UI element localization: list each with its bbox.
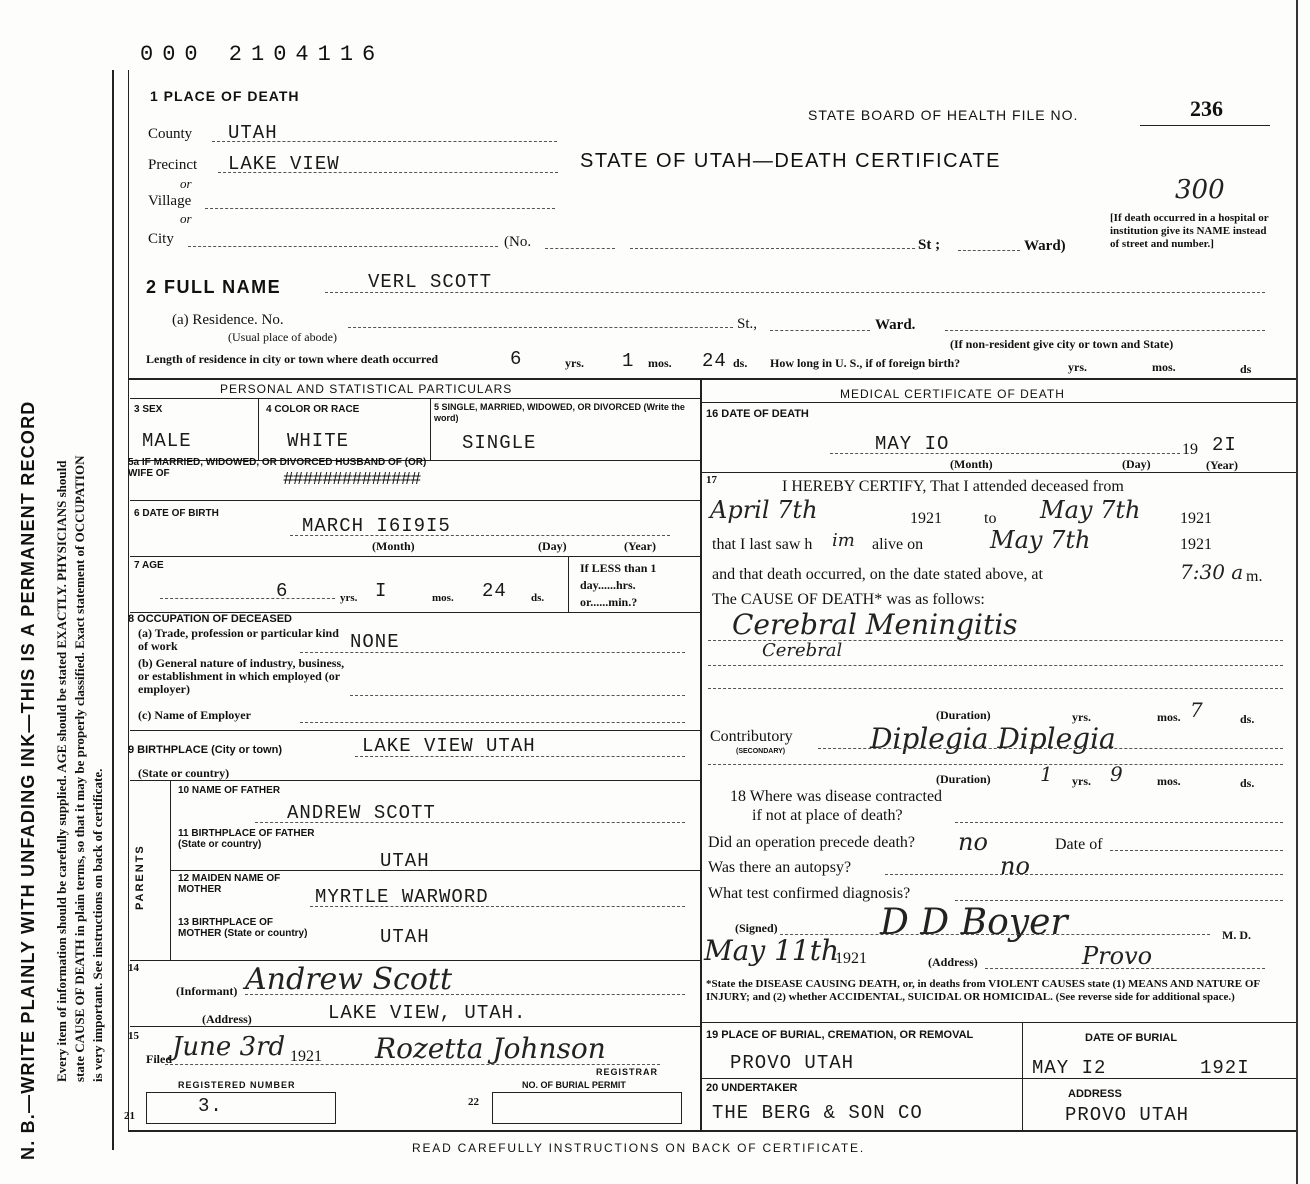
foreign-ds: ds <box>1240 362 1252 376</box>
mother-name-value: MYRTLE WARWORD <box>315 886 489 908</box>
operation-label: Did an operation precede death? <box>708 834 916 851</box>
cause-secondary-note: Cerebral <box>762 640 843 661</box>
personal-heading: PERSONAL AND STATISTICAL PARTICULARS <box>220 382 513 396</box>
birthplace-value: LAKE VIEW UTAH <box>362 735 536 757</box>
non-resident-note: (If non-resident give city or town and State) <box>950 337 1174 351</box>
death-time-suffix: m. <box>1246 568 1263 585</box>
length-residence-label: Length of residence in city or town where death occurred <box>146 352 439 366</box>
dod-year-caption: (Year) <box>1206 458 1238 472</box>
marital-label: 5 SINGLE, MARRIED, WIDOWED, OR DIVORCED (Write the word) <box>434 402 685 423</box>
county-value: UTAH <box>228 122 278 144</box>
date-of-death-year: 2I <box>1212 434 1237 456</box>
dod-day-caption: (Day) <box>1122 457 1151 471</box>
foreign-mos: mos. <box>1152 360 1176 374</box>
informant-number: 14 <box>128 962 139 974</box>
margin-permanent-record: N. B.—WRITE PLAINLY WITH UNFADING INK—THIS IS A PERMANENT RECORD <box>18 400 38 1160</box>
margin-instruction-1: Every item of information should be carefully supplied. AGE should be stated EXACTLY. PHYSICIANS should <box>54 460 69 1082</box>
registrar-label: REGISTRAR <box>596 1067 659 1077</box>
spouse-value-redacted: ############## <box>283 470 421 490</box>
foreign-birth-label: How long in U. S., if of foreign birth? <box>770 356 961 370</box>
dob-year-caption: (Year) <box>624 539 656 553</box>
duration-2-ds: ds. <box>1240 776 1255 790</box>
date-of-death-year-prefix: 19 <box>1182 441 1198 458</box>
last-saw-pronoun: im <box>832 530 855 551</box>
field-21-number: 21 <box>124 1110 135 1122</box>
registered-number-label: REGISTERED NUMBER <box>178 1080 296 1090</box>
alive-on-date: May 7th <box>990 526 1091 554</box>
informant-label: (Informant) <box>176 984 238 998</box>
file-number-alt: 300 <box>1175 175 1225 205</box>
death-occurred-label: and that death occurred, on the date stated above, at <box>712 566 1043 583</box>
duration-1-yrs: yrs. <box>1072 710 1091 724</box>
operation-answer: no <box>958 828 988 856</box>
place-of-death-heading: 1 PLACE OF DEATH <box>150 88 300 104</box>
q18-line-2: if not at place of death? <box>752 807 903 824</box>
foreign-yrs: yrs. <box>1068 360 1087 374</box>
dod-month-caption: (Month) <box>950 457 993 471</box>
dob-value: MARCH I6I9I5 <box>302 515 451 537</box>
duration-1-ds: ds. <box>1240 712 1255 726</box>
file-label: STATE BOARD OF HEALTH FILE NO. <box>808 107 1079 123</box>
signature-date: May 11th <box>704 934 839 967</box>
medical-heading: MEDICAL CERTIFICATE OF DEATH <box>840 387 1065 401</box>
footer-instructions: READ CAREFULLY INSTRUCTIONS ON BACK OF CERTIFICATE. <box>412 1141 865 1155</box>
operation-date-of: Date of <box>1055 836 1103 853</box>
signature-address: Provo <box>1082 942 1153 970</box>
filed-label: Filed <box>146 1052 172 1066</box>
length-yrs-value: 6 <box>510 348 523 370</box>
duration-2-yrs: yrs. <box>1072 774 1091 788</box>
length-mos-value: 1 <box>622 350 635 372</box>
filed-year: 1921 <box>290 1048 322 1065</box>
serial-number: 000 2104116 <box>140 42 385 67</box>
length-mos-label: mos. <box>648 356 672 370</box>
parents-label: PARENTS <box>134 844 146 910</box>
attended-from-date: April 7th <box>710 496 818 524</box>
dob-label: 6 DATE OF BIRTH <box>134 508 219 519</box>
father-birthplace-value: UTAH <box>380 850 430 872</box>
duration-2-mos: mos. <box>1157 774 1181 788</box>
attended-to-label: to <box>984 510 997 527</box>
age-yrs-value: 6 <box>276 580 289 602</box>
alive-on-year: 1921 <box>1180 536 1212 553</box>
spouse-label: 5a IF MARRIED, WIDOWED, OR DIVORCED HUSBAND OF (OR) WIFE OF <box>128 457 427 479</box>
autopsy-answer: no <box>1000 852 1030 880</box>
age-label: 7 AGE <box>134 560 164 571</box>
county-label: County <box>148 126 193 142</box>
filed-number: 15 <box>128 1030 139 1042</box>
signed-label: (Signed) <box>735 921 778 935</box>
city-st-label: St ; <box>918 237 941 253</box>
informant-address-label: (Address) <box>202 1012 252 1026</box>
signature-year: 1921 <box>835 950 867 967</box>
attended-to-year: 1921 <box>1180 510 1212 527</box>
q18-line-1: 18 Where was disease contracted <box>730 788 943 805</box>
less-than-day: If LESS than 1 day......hrs. or......min.? <box>580 561 657 609</box>
race-value: WHITE <box>287 430 350 452</box>
occupation-b-label: (b) General nature of industry, business, or establishment in which employed (or employer) <box>138 656 345 696</box>
age-mos-label: mos. <box>432 592 454 604</box>
father-name-label: 10 NAME OF FATHER <box>178 785 281 796</box>
undertaker-value: THE BERG & SON CO <box>712 1102 923 1124</box>
hospital-note: [If death occurred in a hospital or institution give its NAME instead of street and number.] <box>1110 212 1269 250</box>
cause-note: *State the DISEASE CAUSING DEATH, or, in deaths from VIOLENT CAUSES state (1) MEANS AND NATURE OF INJURY; and (2) whether ACCIDENTAL, SUICIDAL OR HOMICIDAL. (See reverse side for additional space.) <box>706 978 1260 1003</box>
city-ward-label: Ward) <box>1024 238 1066 254</box>
attended-to-date: May 7th <box>1040 496 1141 524</box>
certificate-title: STATE OF UTAH—DEATH CERTIFICATE <box>580 150 1001 172</box>
registered-number-value: 3. <box>198 1095 223 1117</box>
precinct-value: LAKE VIEW <box>228 153 340 175</box>
mother-birthplace-label: 13 BIRTHPLACE OF MOTHER (State or country) <box>178 917 308 939</box>
or-text-1: or <box>180 176 192 191</box>
field-22-number: 22 <box>468 1096 479 1108</box>
father-name-value: ANDREW SCOTT <box>287 802 436 824</box>
dob-month-caption: (Month) <box>372 539 415 553</box>
father-birthplace-label: 11 BIRTHPLACE OF FATHER (State or country) <box>178 828 315 850</box>
date-of-death-value: MAY IO <box>875 433 950 455</box>
secondary-caption: (SECONDARY) <box>736 748 786 755</box>
age-ds-label: ds. <box>531 592 545 604</box>
date-of-death-label: 16 DATE OF DEATH <box>706 408 809 420</box>
birthplace-state-label: (State or country) <box>138 766 230 780</box>
undertaker-address-label: ADDRESS <box>1068 1088 1122 1100</box>
burial-place-value: PROVO UTAH <box>730 1052 855 1074</box>
informant-signature: Andrew Scott <box>245 962 453 997</box>
contributory-label: Contributory <box>710 728 793 745</box>
full-name-label: 2 FULL NAME <box>146 277 282 297</box>
village-label: Village <box>148 193 192 209</box>
age-mos-value: I <box>375 580 388 602</box>
full-name-value: VERL SCOTT <box>368 271 493 293</box>
mother-birthplace-value: UTAH <box>380 926 430 948</box>
birthplace-label: 9 BIRTHPLACE (City or town) <box>128 744 282 756</box>
duration-2-yrs-value: 1 <box>1040 762 1053 786</box>
duration-1-mos: mos. <box>1157 710 1181 724</box>
occupation-a-label: (a) Trade, profession or particular kind of work <box>138 626 339 653</box>
residence-st: St., <box>737 316 758 332</box>
margin-instruction-3: is very important. See instructions on back of certificate. <box>90 768 105 1082</box>
attended-from-year: 1921 <box>910 510 942 527</box>
death-time: 7:30 a <box>1180 560 1244 584</box>
duration-1-mos-value: 7 <box>1190 698 1203 722</box>
alive-on-label: alive on <box>872 536 924 553</box>
undertaker-label: 20 UNDERTAKER <box>706 1082 798 1094</box>
dob-day-caption: (Day) <box>538 539 567 553</box>
burial-permit-label: NO. OF BURIAL PERMIT <box>522 1080 626 1090</box>
last-saw-label: that I last saw h <box>712 536 813 553</box>
sex-label: 3 SEX <box>134 404 163 415</box>
duration-2-label: (Duration) <box>936 772 991 786</box>
duration-2-mos-value: 9 <box>1110 762 1123 786</box>
length-ds-label: ds. <box>733 356 748 370</box>
age-ds-value: 24 <box>482 580 507 602</box>
length-yrs-label: yrs. <box>565 356 584 370</box>
or-text-2: or <box>180 211 192 226</box>
field-17-number: 17 <box>706 474 717 486</box>
burial-year-value: 192I <box>1200 1057 1250 1079</box>
burial-date-value: MAY I2 <box>1032 1057 1107 1079</box>
age-yrs-label: yrs. <box>340 592 358 604</box>
contributory-cause: Diplegia Diplegia <box>870 722 1116 755</box>
precinct-label: Precinct <box>148 157 198 173</box>
employer-label: (c) Name of Employer <box>138 708 251 722</box>
sex-value: MALE <box>142 430 192 452</box>
filed-date: June 3rd <box>172 1032 286 1062</box>
duration-1-label: (Duration) <box>936 708 991 722</box>
city-label: City <box>148 231 174 247</box>
signature-address-label: (Address) <box>928 955 978 969</box>
occupation-label: 8 OCCUPATION OF DECEASED <box>128 613 292 625</box>
file-number: 236 <box>1190 96 1223 121</box>
city-no-label: (No. <box>504 234 532 250</box>
race-label: 4 COLOR OR RACE <box>266 404 360 415</box>
cause-label: The CAUSE OF DEATH* was as follows: <box>712 591 985 608</box>
cause-primary: Cerebral Meningitis <box>732 608 1018 641</box>
residence-label: (a) Residence. No. <box>172 312 284 328</box>
burial-date-label: DATE OF BURIAL <box>1085 1032 1178 1044</box>
physician-signature: D D Boyer <box>880 902 1068 943</box>
residence-ward: Ward. <box>875 317 916 333</box>
md-label: M. D. <box>1222 928 1251 942</box>
registrar-signature: Rozetta Johnson <box>375 1032 606 1065</box>
undertaker-address-value: PROVO UTAH <box>1065 1104 1190 1126</box>
usual-abode: (Usual place of abode) <box>228 330 337 344</box>
informant-address-value: LAKE VIEW, UTAH. <box>328 1002 527 1024</box>
test-label: What test confirmed diagnosis? <box>708 885 911 902</box>
marital-value: SINGLE <box>462 432 537 454</box>
mother-name-label: 12 MAIDEN NAME OF MOTHER <box>178 873 281 895</box>
occupation-value: NONE <box>350 631 400 653</box>
autopsy-label: Was there an autopsy? <box>708 859 852 876</box>
certify-text: I HEREBY CERTIFY, That I attended deceased from <box>782 478 1124 495</box>
margin-instruction-2: state CAUSE OF DEATH in plain terms, so that it may be properly classified. Exact statement of OCCUPATION <box>72 455 87 1082</box>
length-ds-value: 24 <box>702 350 727 372</box>
burial-place-label: 19 PLACE OF BURIAL, CREMATION, OR REMOVAL <box>706 1029 974 1041</box>
